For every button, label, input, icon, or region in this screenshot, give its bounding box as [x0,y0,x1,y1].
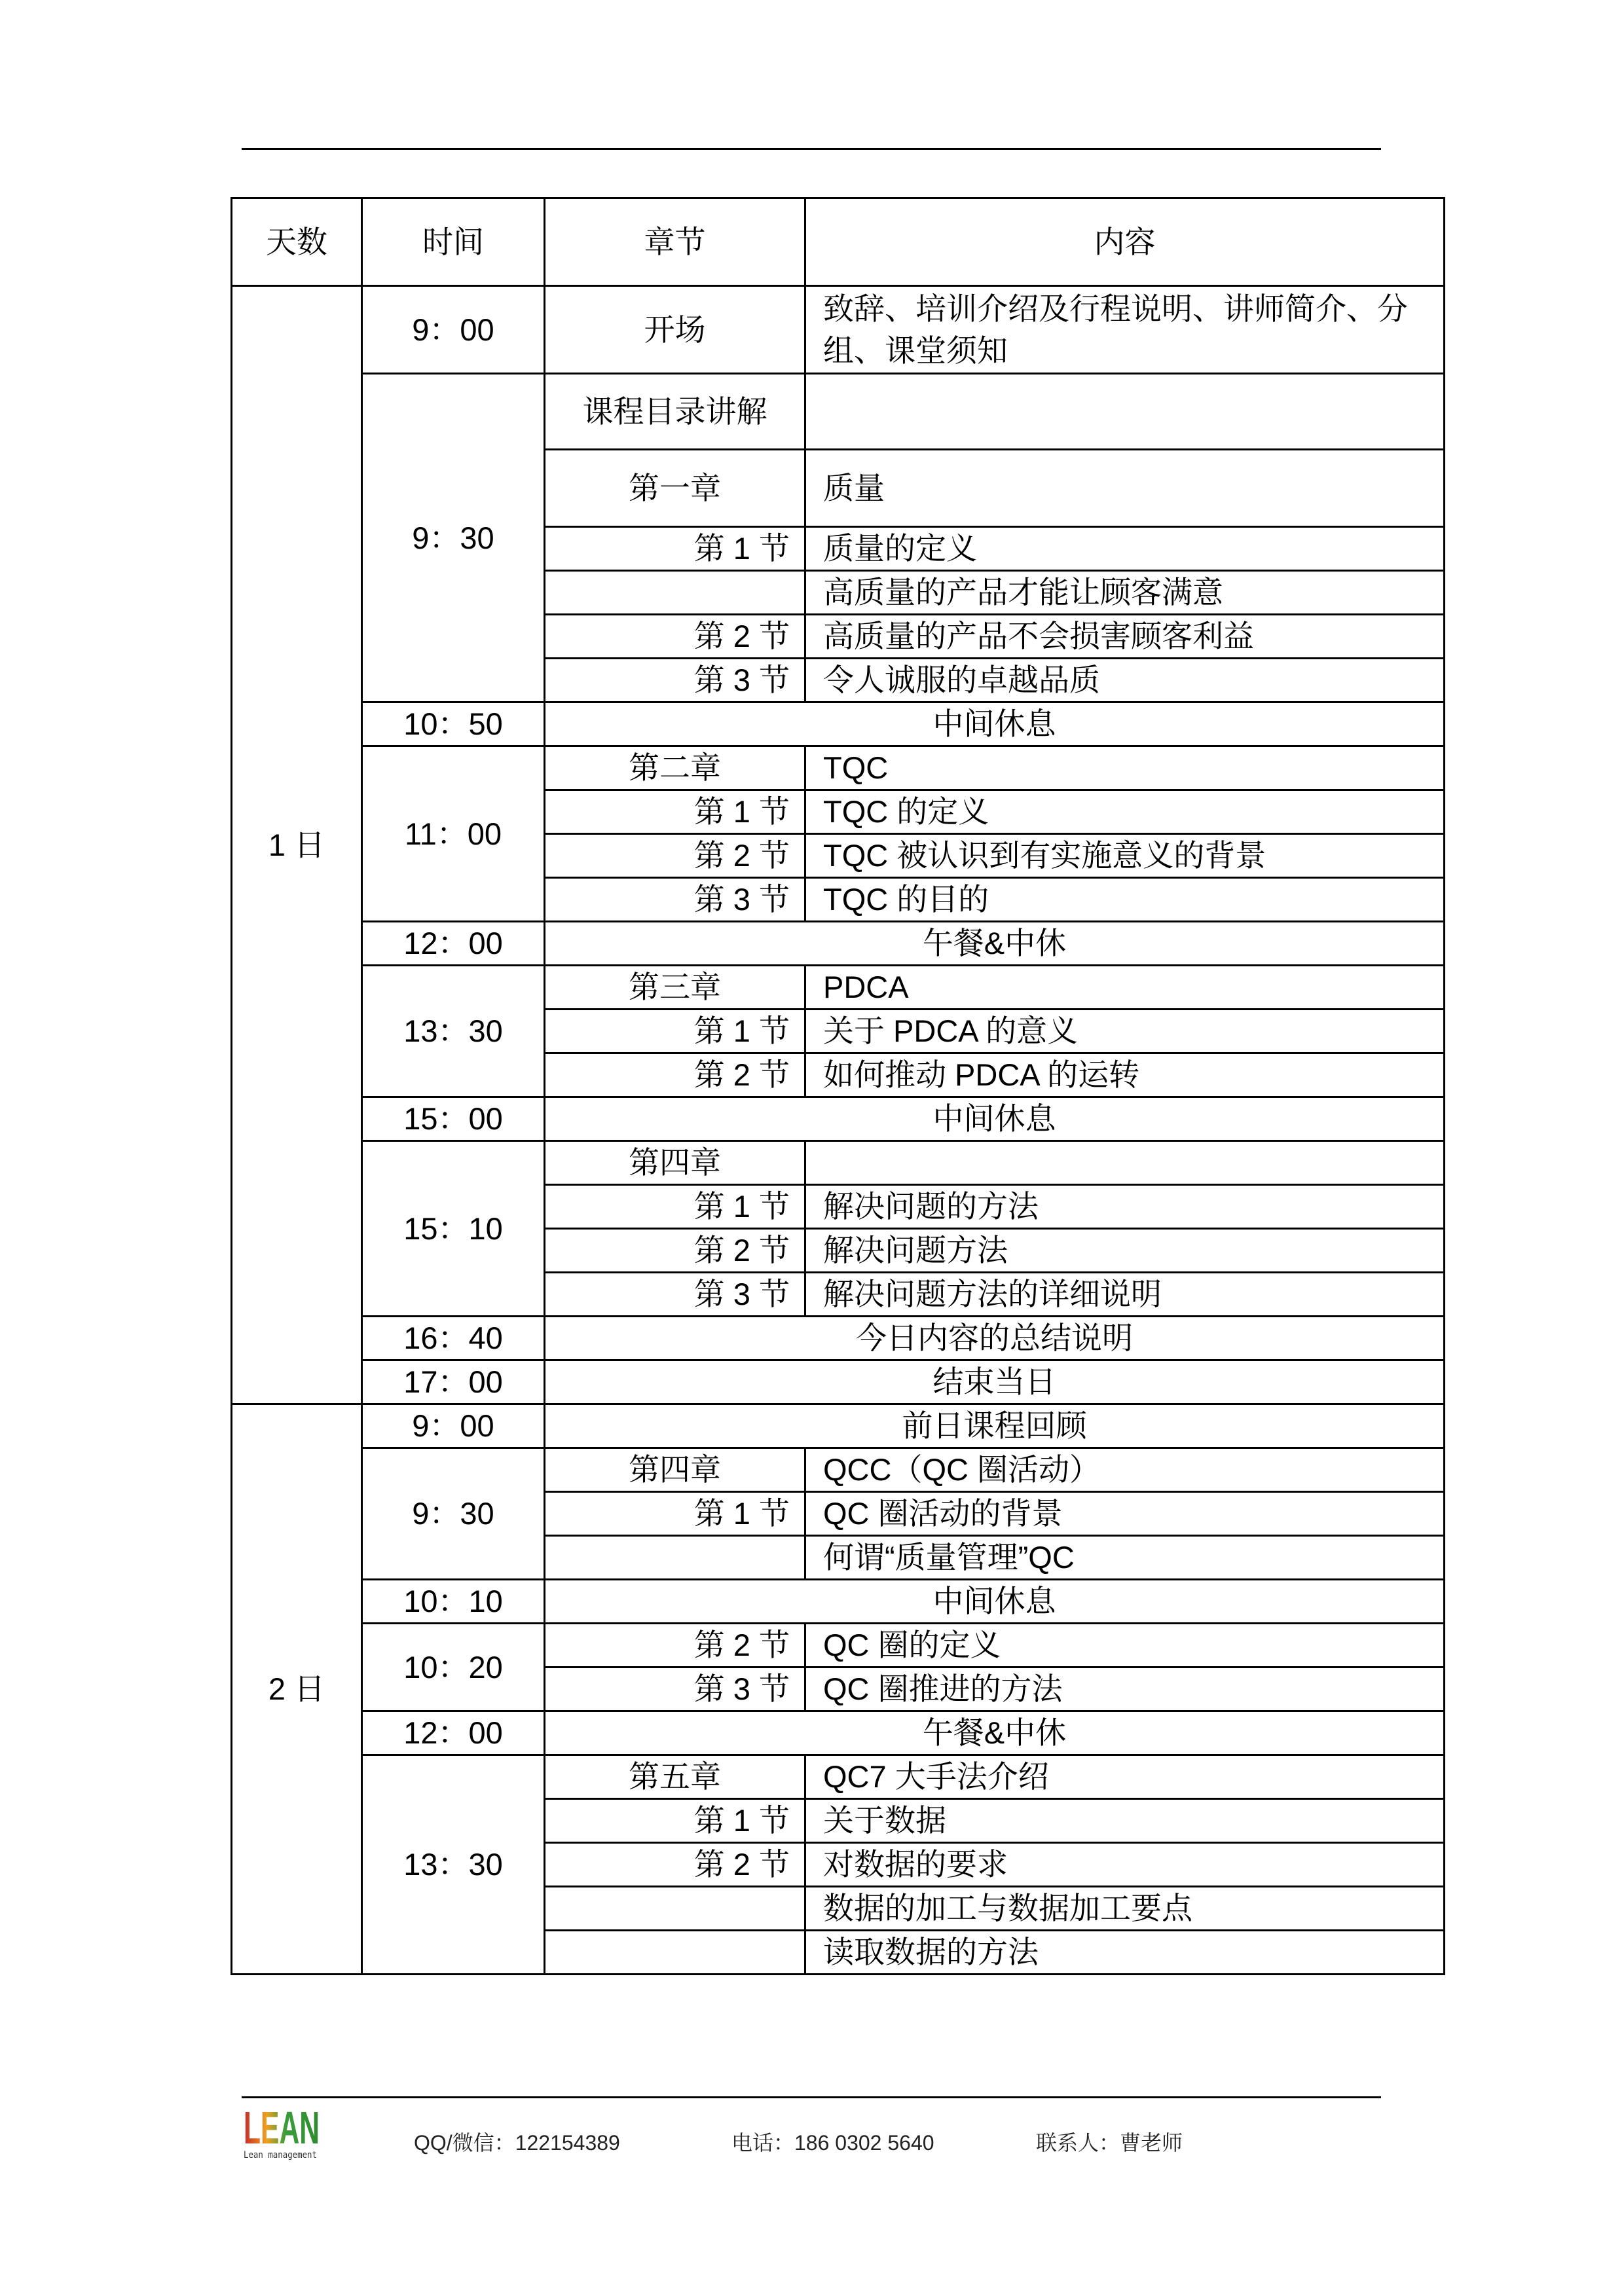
time-cell: 9：00 [362,286,545,374]
content-cell: 解决问题方法的详细说明 [805,1273,1445,1317]
content-cell: TQC [805,746,1445,790]
chapter-cell: 第二章 [545,746,805,790]
table-row [232,1448,1445,1492]
logo-tagline: Lean management [244,2150,317,2160]
time-cell: 9：30 [362,374,545,702]
content-cell: 高质量的产品才能让顾客满意 [805,571,1445,615]
header-row [232,198,1445,286]
time-cell: 15：00 [362,1097,545,1141]
header-time: 时间 [362,198,545,286]
table-row [232,1711,1445,1755]
section-cell: 第 1 节 [545,1010,805,1053]
day-cell: 1 日 [232,286,362,1404]
section-cell: 第 2 节 [545,1053,805,1097]
section-cell: 第 3 节 [545,878,805,922]
table-row [232,1580,1445,1624]
time-cell: 9：30 [362,1448,545,1580]
section-cell [545,1931,805,1975]
content-cell: 何谓“质量管理”QC [805,1536,1445,1580]
activity-cell: 中间休息 [545,702,1445,746]
section-cell: 第 3 节 [545,659,805,702]
activity-cell: 前日课程回顾 [545,1404,1445,1448]
section-cell [545,1887,805,1931]
header-rule [242,148,1381,150]
chapter-cell: 第五章 [545,1755,805,1799]
section-cell: 第 3 节 [545,1273,805,1317]
lean-logo [242,2100,322,2162]
content-cell [805,1141,1445,1185]
activity-cell: 午餐&中休 [545,922,1445,966]
section-cell: 第 2 节 [545,1843,805,1887]
table-row [232,1624,1445,1667]
content-cell: 数据的加工与数据加工要点 [805,1887,1445,1931]
footer-qq: QQ/微信：122154389 [414,2131,620,2155]
section-cell: 第 2 节 [545,1624,805,1667]
activity-cell: 中间休息 [545,1097,1445,1141]
content-cell: 读取数据的方法 [805,1931,1445,1975]
content-cell: QCC（QC 圈活动） [805,1448,1445,1492]
section-cell: 第 2 节 [545,1229,805,1273]
table-row [232,1404,1445,1448]
content-cell: TQC 的目的 [805,878,1445,922]
table-row [232,374,1445,450]
section-cell [545,1536,805,1580]
section-cell: 第 2 节 [545,615,805,659]
content-cell [805,374,1445,450]
footer-rule [242,2096,1381,2098]
time-cell: 11：00 [362,746,545,922]
content-cell: 令人诚服的卓越品质 [805,659,1445,702]
chapter-cell: 第一章 [545,450,805,527]
time-cell: 17：00 [362,1360,545,1404]
activity-cell: 午餐&中休 [545,1711,1445,1755]
chapter-cell: 开场 [545,286,805,374]
content-cell: 解决问题方法 [805,1229,1445,1273]
content-cell: PDCA [805,966,1445,1010]
section-cell: 第 1 节 [545,790,805,834]
section-cell: 第 1 节 [545,527,805,571]
section-cell: 第 1 节 [545,1799,805,1843]
chapter-cell: 第三章 [545,966,805,1010]
time-cell: 10：20 [362,1624,545,1711]
content-cell: 对数据的要求 [805,1843,1445,1887]
time-cell: 12：00 [362,1711,545,1755]
content-cell: 如何推动 PDCA 的运转 [805,1053,1445,1097]
section-cell: 第 2 节 [545,834,805,878]
table-row [232,1097,1445,1141]
content-cell: QC 圈的定义 [805,1624,1445,1667]
activity-cell: 中间休息 [545,1580,1445,1624]
chapter-cell: 第四章 [545,1448,805,1492]
section-cell [545,571,805,615]
section-cell: 第 1 节 [545,1492,805,1536]
time-cell: 15：10 [362,1141,545,1317]
content-cell: QC 圈活动的背景 [805,1492,1445,1536]
table-row [232,1141,1445,1185]
footer-contact: 联系人：曹老师 [1036,2131,1183,2155]
content-cell: 高质量的产品不会损害顾客利益 [805,615,1445,659]
time-cell: 12：00 [362,922,545,966]
content-cell: 致辞、培训介绍及行程说明、讲师简介、分组、课堂须知 [805,286,1445,374]
content-cell: QC 圈推进的方法 [805,1667,1445,1711]
section-cell: 第 1 节 [545,1185,805,1229]
table-row [232,702,1445,746]
table-row [232,286,1445,374]
content-cell: QC7 大手法介绍 [805,1755,1445,1799]
table-row [232,1755,1445,1799]
table-row [232,1317,1445,1360]
table-row [232,746,1445,790]
content-cell: 关于数据 [805,1799,1445,1843]
table-row [232,1360,1445,1404]
chapter-cell: 第四章 [545,1141,805,1185]
table-row [232,922,1445,966]
logo-wordmark: LEAN [244,2102,320,2153]
time-cell: 9：00 [362,1404,545,1448]
schedule-table [231,197,1445,1975]
chapter-cell: 课程目录讲解 [545,374,805,450]
activity-cell: 结束当日 [545,1360,1445,1404]
time-cell: 10：10 [362,1580,545,1624]
footer-phone: 电话：186 0302 5640 [731,2131,934,2155]
time-cell: 16：40 [362,1317,545,1360]
header-day: 天数 [232,198,362,286]
content-cell: 质量 [805,450,1445,527]
time-cell: 10：50 [362,702,545,746]
activity-cell: 今日内容的总结说明 [545,1317,1445,1360]
content-cell: 质量的定义 [805,527,1445,571]
content-cell: TQC 被认识到有实施意义的背景 [805,834,1445,878]
content-cell: 关于 PDCA 的意义 [805,1010,1445,1053]
day-cell: 2 日 [232,1404,362,1975]
time-cell: 13：30 [362,966,545,1097]
content-cell: TQC 的定义 [805,790,1445,834]
section-cell: 第 3 节 [545,1667,805,1711]
header-content: 内容 [805,198,1445,286]
header-chapter: 章节 [545,198,805,286]
table-row [232,966,1445,1010]
time-cell: 13：30 [362,1755,545,1975]
content-cell: 解决问题的方法 [805,1185,1445,1229]
